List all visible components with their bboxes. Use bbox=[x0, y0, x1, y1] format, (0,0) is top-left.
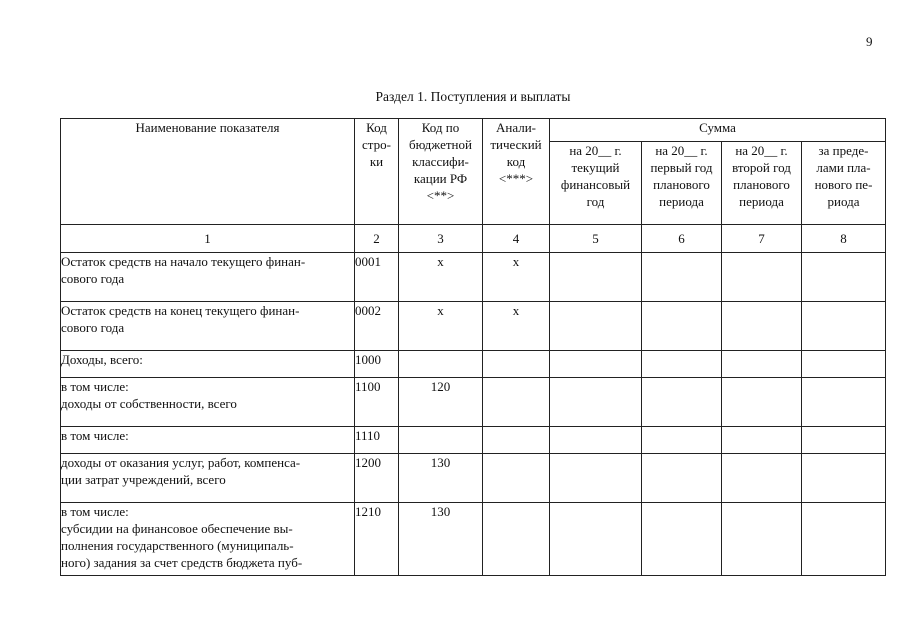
header-budget-text: бюджетной bbox=[409, 137, 472, 152]
row-sum-first[interactable] bbox=[642, 427, 722, 454]
row-budget-code: x bbox=[399, 253, 483, 302]
row-sum-first[interactable] bbox=[642, 503, 722, 576]
header-current-text: год bbox=[586, 194, 605, 209]
row-sum-first[interactable] bbox=[642, 454, 722, 503]
column-number: 3 bbox=[399, 225, 483, 253]
header-budget-text: кации РФ bbox=[413, 171, 468, 186]
row-sum-second[interactable] bbox=[722, 253, 802, 302]
header-line-code-text: стро- bbox=[362, 137, 391, 152]
header-first-text: периода bbox=[659, 194, 704, 209]
row-name-line: в том числе: bbox=[61, 428, 129, 443]
header-second-plan-year bbox=[722, 142, 802, 225]
column-number-row bbox=[61, 225, 886, 253]
row-sum-current[interactable] bbox=[550, 351, 642, 378]
header-budget-text: <**> bbox=[426, 188, 455, 203]
row-name-line: Доходы, всего: bbox=[61, 352, 143, 367]
row-analytic-code bbox=[483, 378, 550, 427]
header-budget-text: Код по bbox=[421, 120, 460, 135]
header-analytic-code bbox=[483, 119, 550, 225]
header-first-text: планового bbox=[653, 177, 710, 192]
header-current-text: на 20__ г. bbox=[569, 143, 622, 158]
row-sum-current[interactable] bbox=[550, 503, 642, 576]
row-analytic-code bbox=[483, 351, 550, 378]
row-sum-second[interactable] bbox=[722, 351, 802, 378]
row-sum-second[interactable] bbox=[722, 378, 802, 427]
header-current-text: текущий bbox=[571, 160, 620, 175]
column-number: 1 bbox=[61, 225, 355, 253]
row-analytic-code bbox=[483, 503, 550, 576]
header-first-text: первый год bbox=[650, 160, 713, 175]
row-name bbox=[61, 427, 355, 454]
header-second-text: планового bbox=[733, 177, 790, 192]
column-number: 4 bbox=[483, 225, 550, 253]
column-number: 6 bbox=[642, 225, 722, 253]
row-budget-code: 130 bbox=[399, 503, 483, 576]
row-sum-current[interactable] bbox=[550, 454, 642, 503]
header-first-text: на 20__ г. bbox=[655, 143, 708, 158]
receipts-payments-table bbox=[60, 118, 886, 576]
row-name bbox=[61, 302, 355, 351]
page-number: 9 bbox=[866, 34, 873, 49]
row-sum-second[interactable] bbox=[722, 302, 802, 351]
header-beyond-plan bbox=[802, 142, 886, 225]
row-budget-code bbox=[399, 351, 483, 378]
header-budget-text: классифи- bbox=[412, 154, 469, 169]
table-row bbox=[61, 503, 886, 576]
row-sum-current[interactable] bbox=[550, 302, 642, 351]
row-sum-second[interactable] bbox=[722, 427, 802, 454]
header-budget-classification bbox=[399, 119, 483, 225]
row-name-line: доходы от оказания услуг, работ, компенса- bbox=[61, 455, 301, 470]
header-beyond-text: риода bbox=[827, 194, 860, 209]
header-current-year bbox=[550, 142, 642, 225]
row-code: 1210 bbox=[355, 503, 399, 576]
row-name-line: в том числе: bbox=[61, 379, 129, 394]
row-analytic-code: x bbox=[483, 302, 550, 351]
header-analytic-text: код bbox=[506, 154, 526, 169]
row-name bbox=[61, 378, 355, 427]
table-row bbox=[61, 302, 886, 351]
row-name-line: ного) задания за счет средств бюджета пуб- bbox=[61, 555, 303, 570]
row-sum-current[interactable] bbox=[550, 427, 642, 454]
row-budget-code: 130 bbox=[399, 454, 483, 503]
header-line-code-text: ки bbox=[369, 154, 384, 169]
row-name-line: доходы от собственности, всего bbox=[61, 396, 237, 411]
row-sum-beyond[interactable] bbox=[802, 503, 886, 576]
row-name-line: ции затрат учреждений, всего bbox=[61, 472, 226, 487]
table-row bbox=[61, 378, 886, 427]
header-line-code bbox=[355, 119, 399, 225]
row-name bbox=[61, 351, 355, 378]
header-analytic-text: <***> bbox=[498, 171, 534, 186]
row-sum-beyond[interactable] bbox=[802, 378, 886, 427]
row-budget-code: x bbox=[399, 302, 483, 351]
header-current-text: финансовый bbox=[560, 177, 631, 192]
row-analytic-code bbox=[483, 427, 550, 454]
header-analytic-text: тический bbox=[490, 137, 542, 152]
section-title: Раздел 1. Поступления и выплаты bbox=[375, 89, 571, 104]
header-indicator-name bbox=[61, 119, 355, 225]
row-sum-beyond[interactable] bbox=[802, 351, 886, 378]
row-sum-first[interactable] bbox=[642, 378, 722, 427]
table-row bbox=[61, 427, 886, 454]
row-code: 1110 bbox=[355, 427, 399, 454]
row-name bbox=[61, 503, 355, 576]
row-sum-current[interactable] bbox=[550, 378, 642, 427]
row-name-line: Остаток средств на конец текущего финан- bbox=[61, 303, 300, 318]
row-name-line: субсидии на финансовое обеспечение вы- bbox=[61, 521, 293, 536]
header-analytic-text: Анали- bbox=[495, 120, 536, 135]
row-sum-first[interactable] bbox=[642, 253, 722, 302]
row-analytic-code bbox=[483, 454, 550, 503]
column-number: 7 bbox=[722, 225, 802, 253]
row-analytic-code: x bbox=[483, 253, 550, 302]
header-indicator-name-text: Наименование показателя bbox=[135, 120, 280, 135]
row-code: 1100 bbox=[355, 378, 399, 427]
header-line-code-text: Код bbox=[366, 120, 387, 135]
table-row bbox=[61, 351, 886, 378]
row-sum-second[interactable] bbox=[722, 503, 802, 576]
row-budget-code: 120 bbox=[399, 378, 483, 427]
header-beyond-text: за преде- bbox=[818, 143, 869, 158]
row-name-line: сового года bbox=[61, 320, 125, 335]
header-second-text: второй год bbox=[732, 160, 791, 175]
row-name bbox=[61, 253, 355, 302]
header-second-text: на 20__ г. bbox=[735, 143, 788, 158]
column-number: 2 bbox=[355, 225, 399, 253]
row-code: 1200 bbox=[355, 454, 399, 503]
row-sum-beyond[interactable] bbox=[802, 427, 886, 454]
row-sum-first[interactable] bbox=[642, 302, 722, 351]
column-number: 8 bbox=[802, 225, 886, 253]
row-budget-code bbox=[399, 427, 483, 454]
row-name-line: Остаток средств на начало текущего финан- bbox=[61, 254, 306, 269]
header-beyond-text: нового пе- bbox=[814, 177, 873, 192]
header-sum: Сумма bbox=[550, 119, 886, 142]
header-beyond-text: лами пла- bbox=[816, 160, 871, 175]
row-name bbox=[61, 454, 355, 503]
table-row bbox=[61, 454, 886, 503]
row-sum-beyond[interactable] bbox=[802, 253, 886, 302]
column-number: 5 bbox=[550, 225, 642, 253]
row-code: 0002 bbox=[355, 302, 399, 351]
row-code: 1000 bbox=[355, 351, 399, 378]
row-name-line: полнения государственного (муниципаль- bbox=[61, 538, 294, 553]
row-sum-beyond[interactable] bbox=[802, 302, 886, 351]
row-sum-current[interactable] bbox=[550, 253, 642, 302]
header-second-text: периода bbox=[739, 194, 784, 209]
row-name-line: сового года bbox=[61, 271, 125, 286]
row-sum-beyond[interactable] bbox=[802, 454, 886, 503]
row-code: 0001 bbox=[355, 253, 399, 302]
table-row bbox=[61, 253, 886, 302]
row-sum-second[interactable] bbox=[722, 454, 802, 503]
row-sum-first[interactable] bbox=[642, 351, 722, 378]
header-first-plan-year bbox=[642, 142, 722, 225]
row-name-line: в том числе: bbox=[61, 504, 129, 519]
